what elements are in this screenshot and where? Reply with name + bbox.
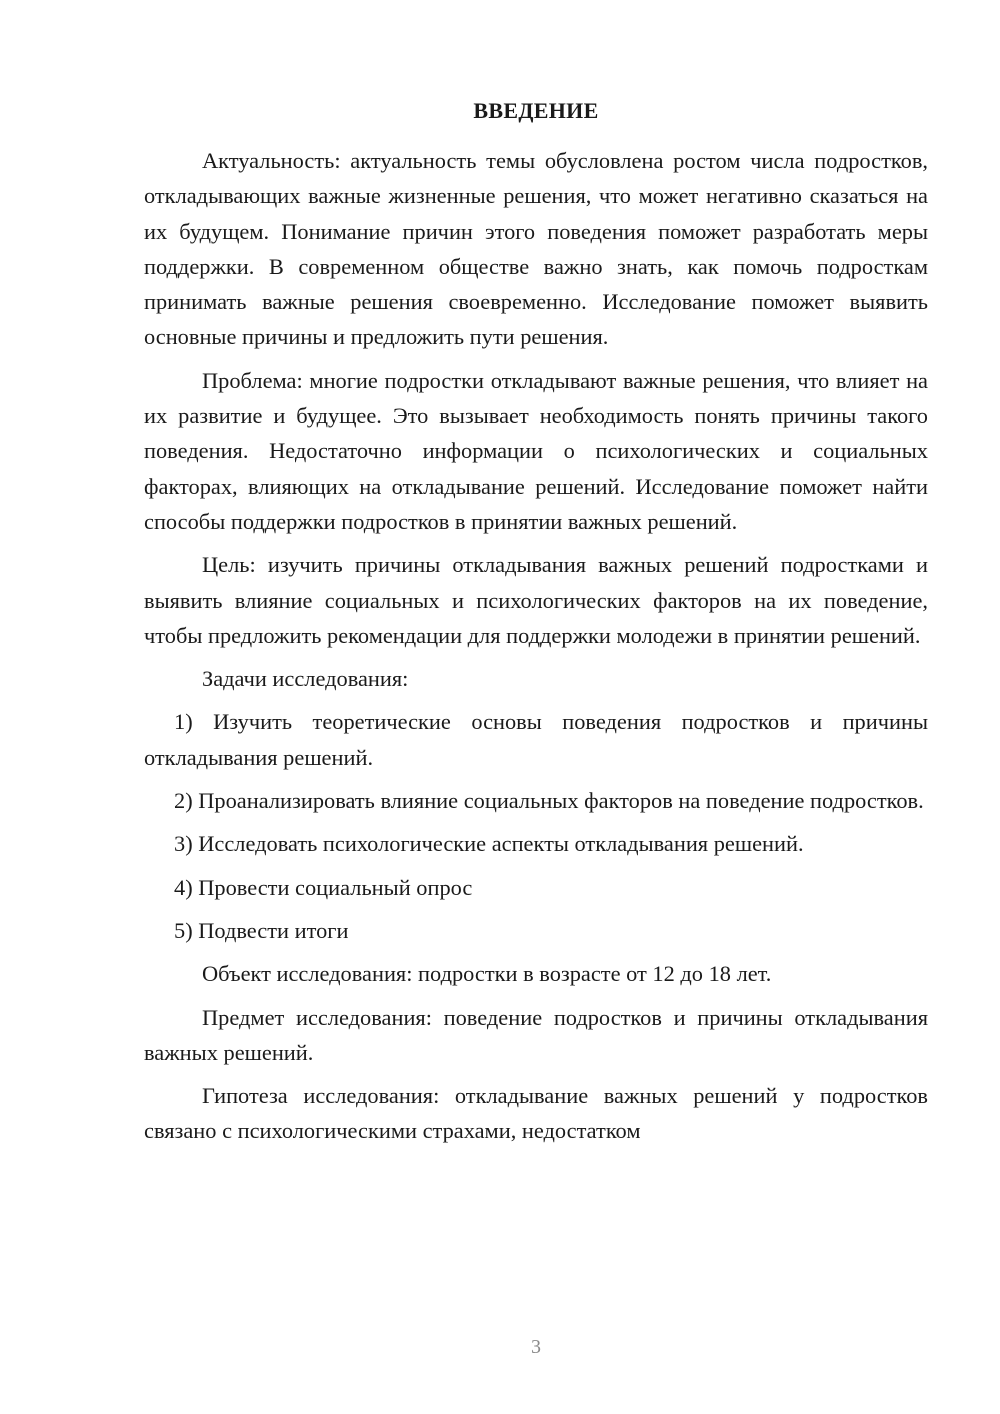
paragraph-relevance: Актуальность: актуальность темы обусловлена ростом числа подростков, откладывающих важные жизненные решения, что может негативно сказаться на их будущем. Понимание причин этого поведения поможет разработать меры поддержки. В современном обществе важно знать, как помочь подросткам принимать важные решения своевременно. Исследование поможет выявить основные причины и предложить пути решения. bbox=[144, 148, 928, 350]
document-page bbox=[144, 0, 928, 1414]
document-body bbox=[144, 143, 928, 1157]
page-title: ВВЕДЕНИЕ bbox=[473, 98, 599, 123]
paragraph-subject: Предмет исследования: поведение подростков и причины откладывания важных решений. bbox=[144, 1004, 928, 1065]
task-item-1: 1) Изучить теоретические основы поведения подростков и причины откладывания решений. bbox=[144, 709, 928, 770]
task-item-2: 2) Проанализировать влияние социальных факторов на поведение подростков. bbox=[174, 788, 924, 814]
task-item-4: 4) Провести социальный опрос bbox=[174, 874, 473, 900]
paragraph-goal: Цель: изучить причины откладывания важных решений подростками и выявить влияние социальных и психологических факторов на их поведение, чтобы предложить рекомендации для поддержки молодежи в принятии решений. bbox=[144, 552, 928, 648]
paragraph-object: Объект исследования: подростки в возрасте от 12 до 18 лет. bbox=[202, 961, 772, 987]
paragraph-tasks-heading: Задачи исследования: bbox=[202, 666, 409, 692]
paragraph-hypothesis: Гипотеза исследования: откладывание важных решений у подростков связано с психологическими страхами, недостатком bbox=[144, 1083, 928, 1144]
task-item-3: 3) Исследовать психологические аспекты откладывания решений. bbox=[174, 831, 804, 857]
task-item-5: 5) Подвести итоги bbox=[174, 917, 349, 943]
page-number: 3 bbox=[531, 1336, 541, 1358]
paragraph-problem: Проблема: многие подростки откладывают важные решения, что влияет на их развитие и будущее. Это вызывает необходимость понять причины такого поведения. Недостаточно информации о психологических и социальных факторах, влияющих на откладывание решений. Исследование поможет найти способы поддержки подростков в принятии важных решений. bbox=[144, 367, 928, 534]
